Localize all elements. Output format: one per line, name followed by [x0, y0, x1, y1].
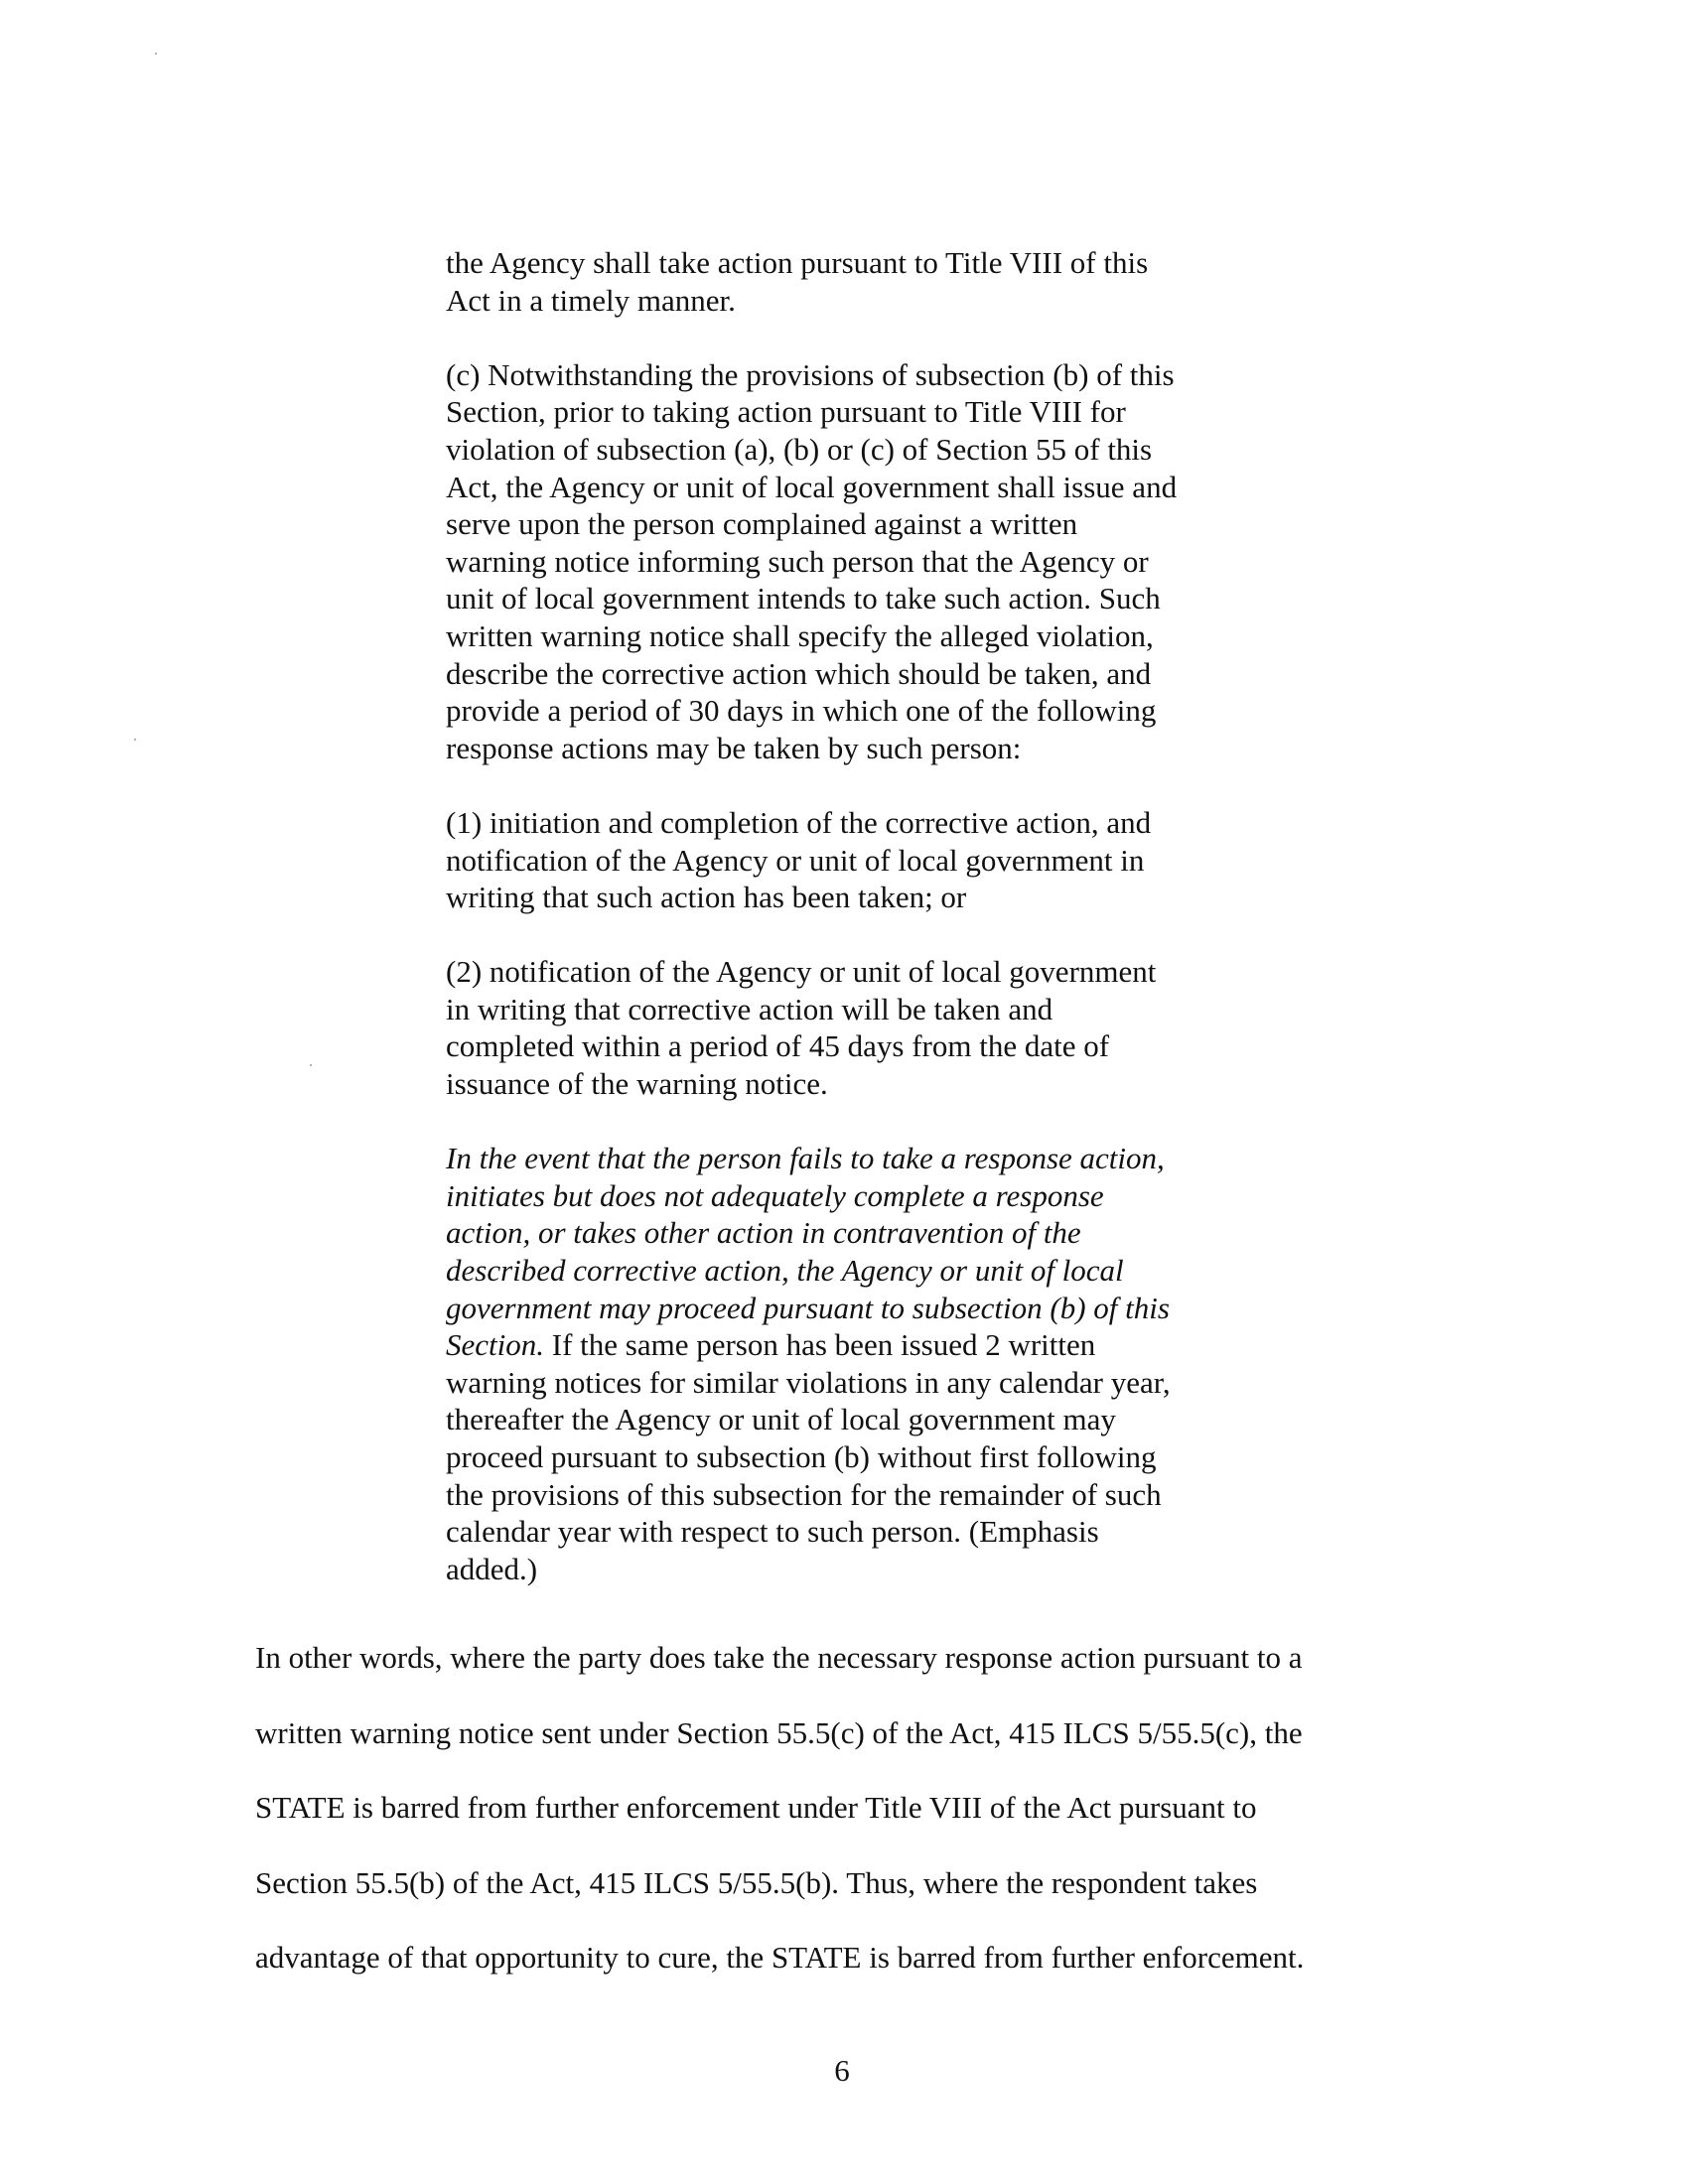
quote-line: proceed pursuant to subsection (b) without first following: [446, 1439, 1157, 1474]
quote-line: serve upon the person complained against a written: [446, 506, 1078, 542]
body-line: STATE is barred from further enforcement under Title VIII of the Act pursuant to: [255, 1790, 1257, 1825]
quote-line: the Agency shall take action pursuant to Title VIII of this: [446, 245, 1149, 280]
quote-line: issuance of the warning notice.: [446, 1066, 828, 1102]
quote-line: unit of local government intends to take such action. Such: [446, 581, 1161, 616]
quote-subsection-c-paragraph: [446, 356, 1260, 767]
quote-line: warning notices for similar violations in any calendar year,: [446, 1364, 1171, 1400]
quote-line: notification of the Agency or unit of local government in: [446, 842, 1145, 878]
body-line: In other words, where the party does take the necessary response action pursuant to a: [255, 1640, 1303, 1675]
quote-final-paragraph: [446, 1140, 1260, 1587]
quote-mixed-line: [446, 1326, 1260, 1364]
quote-regular-fragment: If the same person has been issued 2 written: [544, 1327, 1096, 1363]
quote-line: response actions may be taken by such person:: [446, 730, 1022, 765]
quote-line: thereafter the Agency or unit of local government may: [446, 1402, 1116, 1437]
quote-line: Act in a timely manner.: [446, 282, 736, 318]
quote-line: violation of subsection (a), (b) or (c) of Section 55 of this: [446, 431, 1153, 467]
quote-emphasis-line: government may proceed pursuant to subsection (b) of this: [446, 1290, 1170, 1325]
quote-line: (c) Notwithstanding the provisions of subsection (b) of this: [446, 356, 1175, 392]
quote-item-2-paragraph: [446, 953, 1260, 1102]
scan-speck: [134, 739, 136, 741]
quote-line: Act, the Agency or unit of local government shall issue and: [446, 469, 1178, 504]
body-line: written warning notice sent under Section 55.5(c) of the Act, 415 ILCS 5/55.5(c), the: [255, 1714, 1303, 1750]
quote-line: describe the corrective action which should be taken, and: [446, 655, 1152, 691]
quote-line: completed within a period of 45 days from the date of: [446, 1028, 1110, 1064]
quote-line: provide a period of 30 days in which one of the following: [446, 693, 1157, 729]
quote-emphasis-fragment: Section.: [446, 1327, 544, 1363]
quote-emphasis-line: In the event that the person fails to take a response action,: [446, 1141, 1165, 1176]
quote-line: Section, prior to taking action pursuant to Title VIII for: [446, 394, 1126, 430]
scan-speck: [155, 53, 157, 55]
quote-line: warning notice informing such person that the Agency or: [446, 543, 1149, 579]
quote-line: (2) notification of the Agency or unit of local government: [446, 954, 1157, 990]
body-line: advantage of that opportunity to cure, the STATE is barred from further enforcement.: [255, 1940, 1305, 1975]
page-number: 6: [834, 2053, 850, 2088]
body-line: Section 55.5(b) of the Act, 415 ILCS 5/55.5(b). Thus, where the respondent takes: [255, 1864, 1258, 1900]
quote-line: added.): [446, 1551, 538, 1586]
quote-line: written warning notice shall specify the alleged violation,: [446, 617, 1154, 653]
quote-line: (1) initiation and completion of the corrective action, and: [446, 804, 1152, 840]
body-paragraph: [255, 1620, 1447, 1995]
scan-speck: [310, 1064, 312, 1066]
quote-emphasis-line: initiates but does not adequately complete a response: [446, 1177, 1104, 1213]
quote-emphasis-line: described corrective action, the Agency or unit of local: [446, 1253, 1124, 1289]
quote-line: writing that such action has been taken; or: [446, 880, 967, 915]
quote-item-1-paragraph: [446, 804, 1260, 916]
quote-line: the provisions of this subsection for the remainder of such: [446, 1476, 1162, 1512]
quote-intro-paragraph: [446, 244, 1260, 319]
quote-line: in writing that corrective action will be taken and: [446, 991, 1053, 1026]
quote-emphasis-line: action, or takes other action in contravention of the: [446, 1215, 1081, 1251]
block-quote: [446, 244, 1260, 1587]
quote-line: calendar year with respect to such person. (Emphasis: [446, 1514, 1099, 1550]
